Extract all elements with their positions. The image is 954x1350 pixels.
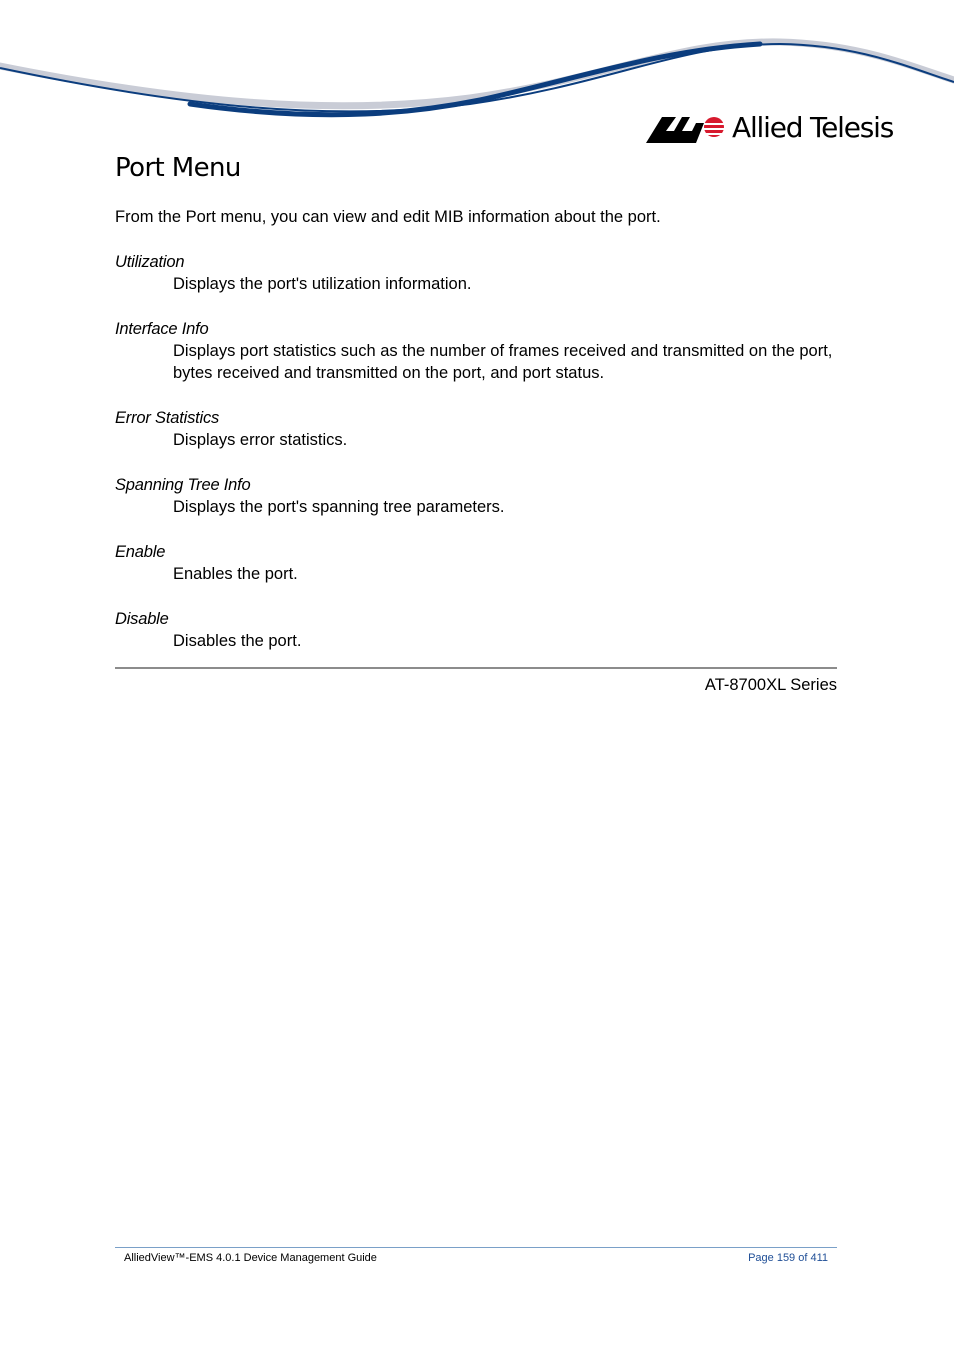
- menu-item-term: Disable: [115, 610, 169, 628]
- allied-telesis-logo-icon: [646, 113, 726, 143]
- menu-item-description: Enables the port.: [173, 565, 298, 583]
- menu-item-interface-info: [115, 318, 837, 407]
- menu-item-description: Displays error statistics.: [173, 431, 348, 449]
- allied-telesis-logo: [646, 108, 898, 148]
- footer-divider: [115, 1247, 837, 1248]
- menu-item-term: Error Statistics: [115, 409, 220, 427]
- menu-item-term: Interface Info: [115, 320, 209, 338]
- menu-item-disable: [115, 608, 837, 675]
- logo-wordmark: Allied Telesis: [732, 111, 894, 144]
- menu-item-description: Displays the port's spanning tree parameters.: [173, 498, 505, 516]
- menu-item-description: Displays the port's utilization information.: [173, 275, 472, 293]
- menu-item-term: Enable: [115, 543, 166, 561]
- menu-item-spanning-tree-info: [115, 474, 837, 541]
- menu-item-error-statistics: [115, 407, 837, 474]
- port-menu-definition-list: [115, 251, 837, 675]
- menu-item-description: Disables the port.: [173, 632, 302, 650]
- menu-item-term: Utilization: [115, 253, 185, 271]
- menu-item-term: Spanning Tree Info: [115, 476, 251, 494]
- section-divider: [115, 667, 837, 669]
- footer-page-number: Page 159 of 411: [748, 1252, 828, 1264]
- footer-guide-title: AlliedView™-EMS 4.0.1 Device Management Guide: [124, 1252, 377, 1264]
- menu-item-description: Displays port statistics such as the number of frames received and transmitted on the port, bytes received and transmitted on the port, and port status.: [173, 342, 833, 382]
- product-series-label: AT-8700XL Series: [704, 676, 837, 694]
- menu-item-enable: [115, 541, 837, 608]
- intro-paragraph: From the Port menu, you can view and edit MIB information about the port.: [115, 208, 661, 226]
- menu-item-utilization: [115, 251, 837, 318]
- page-title: Port Menu: [115, 153, 241, 183]
